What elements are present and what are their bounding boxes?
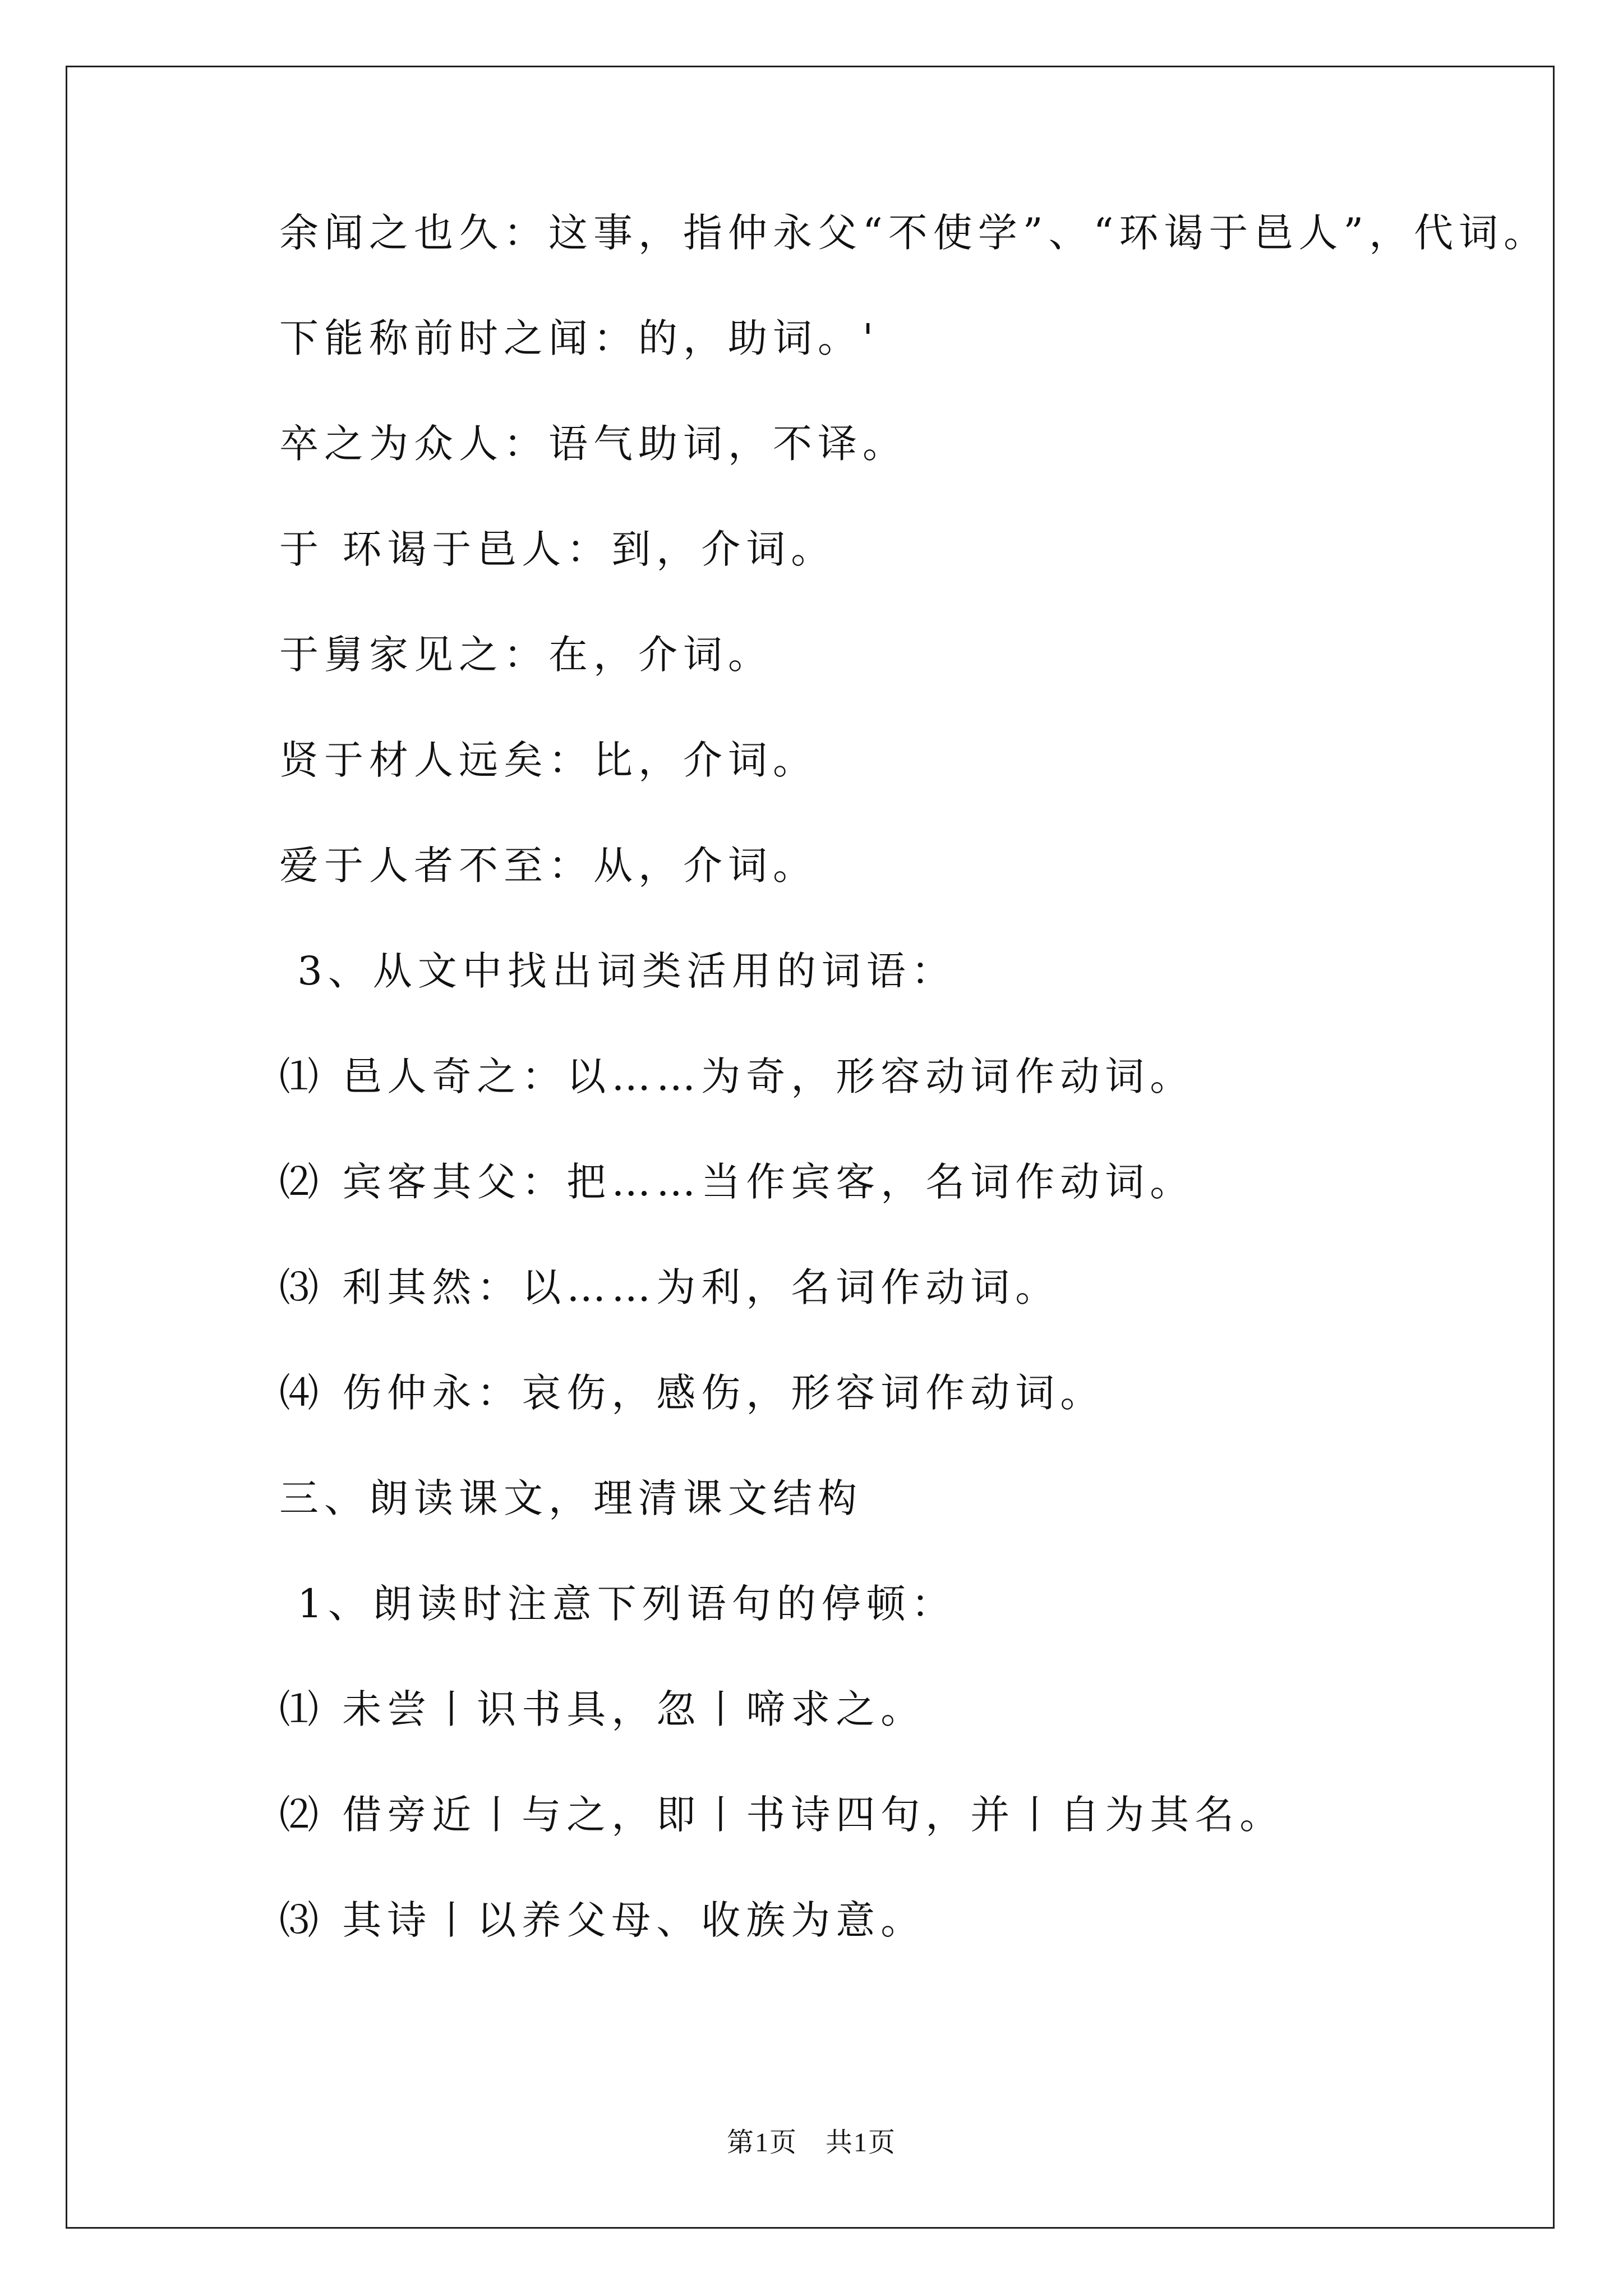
section-heading: 3、从文中找出词类活用的词语： (279, 948, 956, 994)
list-item: ⑷ 伤仲永：哀伤，感伤，形容词作动词。 (279, 1370, 1105, 1416)
text-line: 于舅家见之：在，介词。 (279, 632, 773, 678)
list-item: ⑵ 宾客其父：把……当作宾客，名词作动词。 (279, 1159, 1195, 1205)
list-item: ⑴ 未尝丨识书具，忽丨啼求之。 (279, 1686, 926, 1732)
list-item: ⑵ 借旁近丨与之，即丨书诗四句，并丨自为其名。 (279, 1792, 1285, 1838)
section-heading: 三、朗读课文，理清课文结构 (279, 1475, 863, 1521)
text-line: 贤于材人远矣：比，介词。 (279, 737, 818, 783)
text-line: 下能称前时之闻：的，助词。' (279, 315, 879, 361)
document-body (279, 206, 1549, 1999)
list-item: ⑴ 邑人奇之：以……为奇，形容动词作动词。 (279, 1053, 1195, 1099)
list-item: ⑶ 利其然：以……为利，名词作动词。 (279, 1264, 1061, 1310)
list-item: ⑶ 其诗丨以养父母、收族为意。 (279, 1897, 926, 1943)
text-line: 爱于人者不至：从，介词。 (279, 843, 818, 889)
page-number-footer: 第1页 共1页 (726, 2128, 896, 2157)
section-heading: 1、朗读时注意下列语句的停顿： (279, 1581, 956, 1627)
text-line: 余闻之也久：这事，指仲永父“不使学”、“环谒于邑人”，代词。 (279, 210, 1549, 256)
text-line: 于 环谒于邑人：到，介词。 (279, 526, 836, 572)
text-line: 卒之为众人：语气助词，不译。 (279, 421, 907, 467)
